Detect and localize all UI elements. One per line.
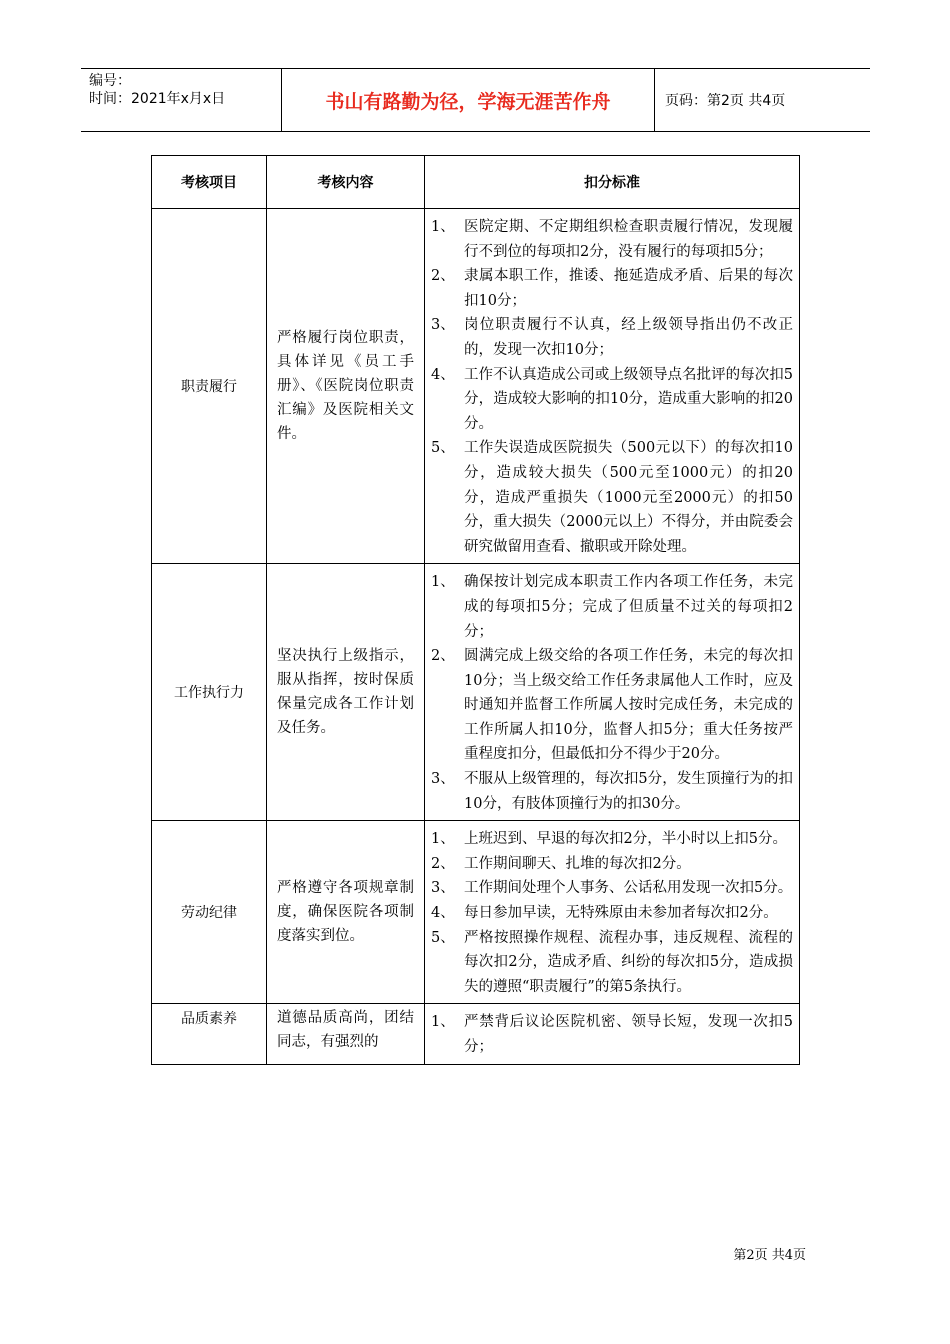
criteria-number: 5、 (431, 929, 455, 946)
criteria-number: 1、 (431, 219, 455, 235)
criteria-item (431, 876, 793, 901)
table-row (152, 1004, 800, 1064)
criteria-item (431, 264, 793, 313)
criteria-item (431, 313, 793, 362)
page-footer: 第2页 共4页 (733, 1248, 806, 1263)
criteria-text: 隶属本职工作，推诿、拖延造成矛盾、后果的每次扣10分； (464, 268, 793, 309)
deduction-criteria (425, 209, 800, 564)
assessment-item: 职责履行 (152, 209, 267, 564)
criteria-text: 严格按照操作规程、流程办事，违反规程、流程的每次扣2分，造成矛盾、纠纷的每次扣5分，造成损失的遵照“职责履行”的第5条执行。 (464, 929, 793, 995)
criteria-number: 1、 (431, 831, 455, 848)
criteria-text: 工作失误造成医院损失（500元以下）的每次扣10分，造成较大损失（500元至1000元）的扣20分，造成严重损失（1000元至2000元）的扣50分，重大损失（2000元以上）不得分，并由院委会研究做留用查看、撤职或开除处理。 (464, 440, 793, 555)
column-header-criteria: 扣分标准 (425, 156, 800, 209)
assessment-item: 品质素养 (152, 1004, 267, 1064)
criteria-number: 2、 (431, 268, 455, 285)
criteria-item (431, 1010, 793, 1059)
criteria-text: 严禁背后议论医院机密、领导长短，发现一次扣5分； (464, 1014, 793, 1055)
column-header-item: 考核项目 (152, 156, 267, 209)
assessment-content: 严格履行岗位职责，具体详见《员工手册》、《医院岗位职责汇编》及医院相关文件。 (267, 209, 425, 564)
criteria-number: 2、 (431, 648, 455, 665)
criteria-item (431, 767, 793, 816)
criteria-number: 4、 (431, 905, 455, 922)
criteria-item (431, 436, 793, 559)
assessment-content: 严格遵守各项规章制度，确保医院各项制度落实到位。 (267, 821, 425, 1004)
document-number: 编号： (89, 73, 131, 89)
criteria-text: 工作不认真造成公司或上级领导点名批评的每次扣5分，造成较大影响的扣10分，造成重大影响的扣20分。 (464, 366, 793, 432)
criteria-item (431, 363, 793, 437)
document-time: 时间：2021年x月x日 (89, 91, 226, 107)
criteria-item (431, 926, 793, 1000)
criteria-number: 3、 (431, 771, 455, 788)
criteria-item (431, 901, 793, 926)
criteria-number: 2、 (431, 855, 455, 872)
criteria-number: 3、 (431, 317, 455, 334)
criteria-item (431, 827, 793, 852)
criteria-item (431, 852, 793, 877)
criteria-text: 圆满完成上级交给的各项工作任务，未完的每次扣10分；当上级交给工作任务隶属他人工作时，应及时通知并监督工作所属人按时完成任务，未完成的工作所属人扣10分，监督人扣5分；重大任务按严重程度扣分，但最低扣分不得少于20分。 (464, 648, 793, 763)
criteria-text: 上班迟到、早退的每次扣2分，半小时以上扣5分。 (464, 831, 787, 848)
header-meta (89, 72, 225, 108)
deduction-criteria (425, 1004, 800, 1064)
header-divider (654, 69, 655, 131)
assessment-item: 工作执行力 (152, 564, 267, 821)
assessment-content: 道德品质高尚，团结同志，有强烈的 (267, 1004, 425, 1064)
criteria-text: 工作期间处理个人事务、公话私用发现一次扣5分。 (464, 880, 793, 897)
header-motto: 书山有路勤为径，学海无涯苦作舟 (325, 90, 611, 113)
criteria-text: 不服从上级管理的，每次扣5分，发生顶撞行为的扣10分，有肢体顶撞行为的扣30分。 (464, 771, 793, 812)
criteria-number: 5、 (431, 440, 455, 457)
deduction-criteria (425, 564, 800, 821)
assessment-item: 劳动纪律 (152, 821, 267, 1004)
criteria-text: 岗位职责履行不认真，经上级领导指出仍不改正的，发现一次扣10分； (464, 317, 793, 358)
criteria-text: 确保按计划完成本职责工作内各项工作任务，未完成的每项扣5分；完成了但质量不过关的每项扣2分； (464, 574, 793, 640)
criteria-text: 工作期间聊天、扎堆的每次扣2分。 (464, 855, 691, 872)
criteria-item (431, 644, 793, 767)
table-row (152, 209, 800, 564)
page-header (81, 68, 870, 132)
assessment-content: 坚决执行上级指示，服从指挥，按时保质保量完成各工作计划及任务。 (267, 564, 425, 821)
criteria-text: 医院定期、不定期组织检查职责履行情况，发现履行不到位的每项扣2分，没有履行的每项扣5分； (464, 219, 793, 260)
criteria-text: 每日参加早读，无特殊原由未参加者每次扣2分。 (464, 905, 778, 922)
table-header-row (152, 156, 800, 209)
table-row (152, 564, 800, 821)
criteria-number: 4、 (431, 366, 455, 383)
criteria-number: 1、 (431, 574, 455, 591)
criteria-item (431, 570, 793, 644)
assessment-table (151, 155, 800, 1065)
criteria-item (431, 215, 793, 264)
deduction-criteria (425, 821, 800, 1004)
header-page-info: 页码：第2页 共4页 (665, 93, 786, 109)
column-header-content: 考核内容 (267, 156, 425, 209)
criteria-number: 1、 (431, 1014, 455, 1031)
table-row (152, 821, 800, 1004)
criteria-number: 3、 (431, 880, 455, 897)
